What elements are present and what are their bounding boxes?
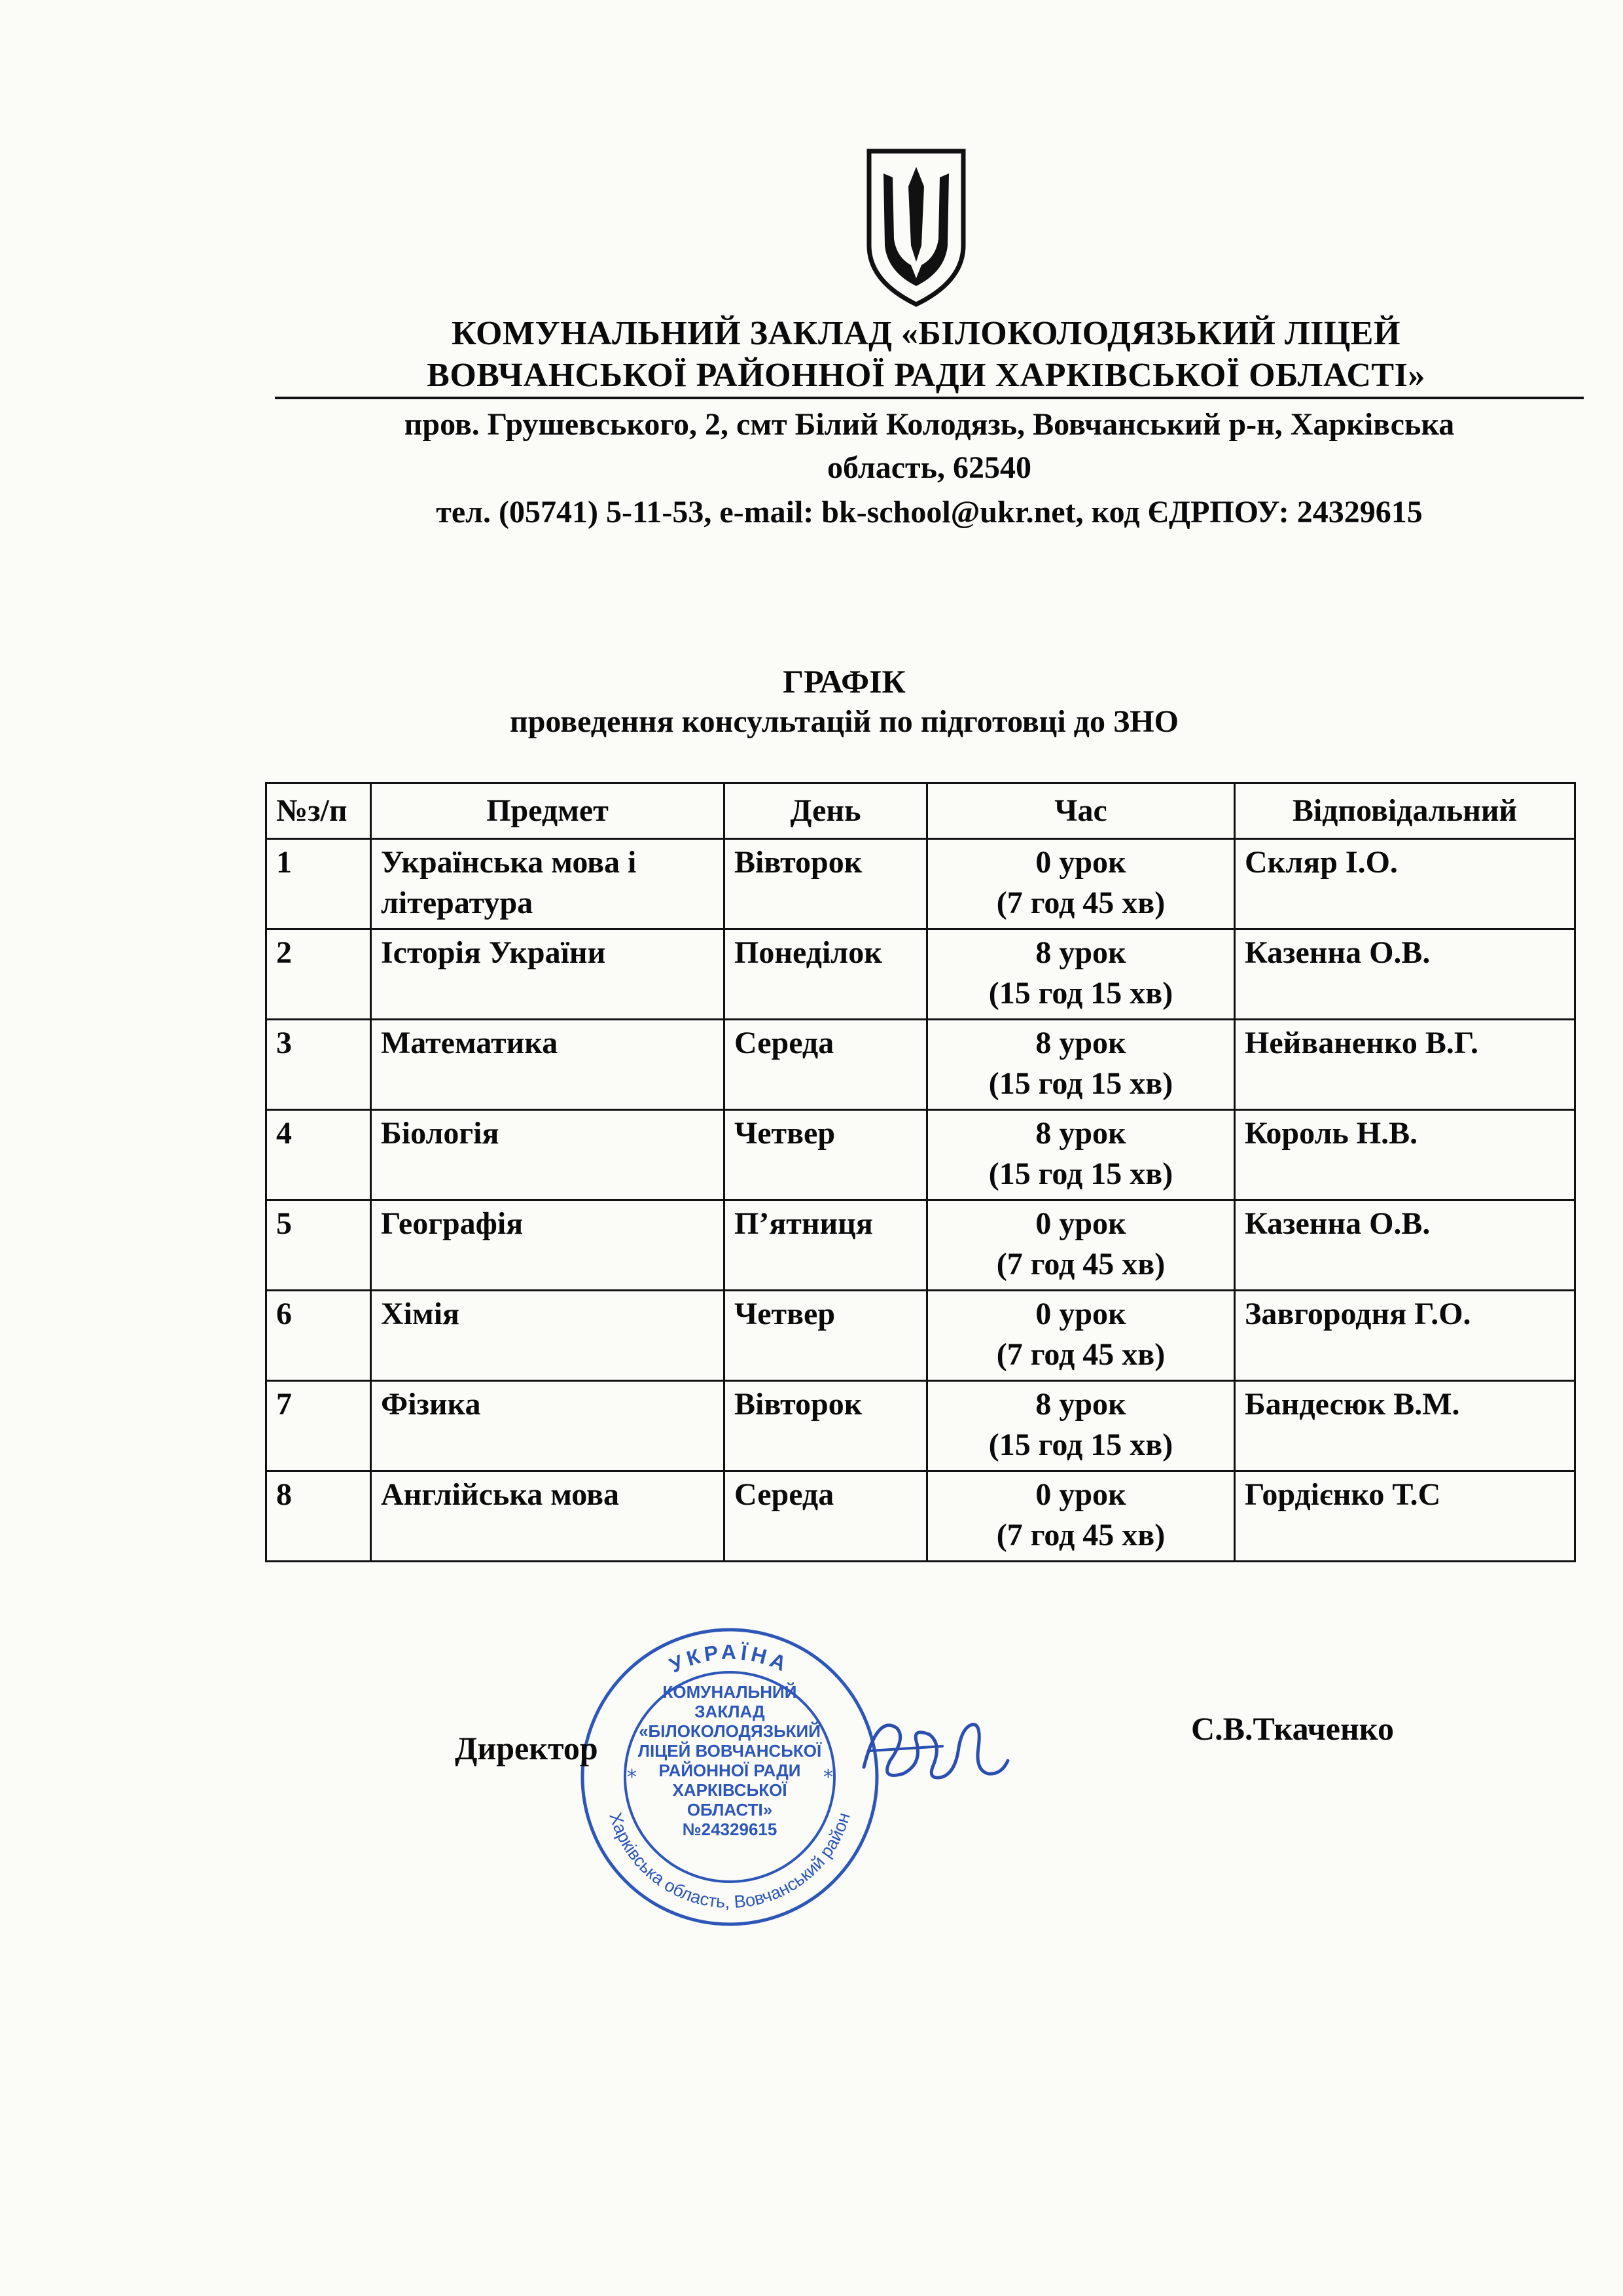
row-day: П’ятниця — [724, 1200, 927, 1291]
row-responsible: Скляр І.О. — [1235, 839, 1575, 929]
row-lesson: 8 урок — [1035, 1116, 1126, 1151]
row-clock: (7 год 45 хв) — [996, 1518, 1166, 1552]
row-day: Вівторок — [724, 1381, 927, 1471]
row-clock: (7 год 45 хв) — [996, 1337, 1166, 1372]
stamp-line: ОБЛАСТІ» — [687, 1800, 773, 1820]
row-number: 4 — [266, 1110, 371, 1200]
row-day: Середа — [724, 1471, 927, 1562]
row-lesson: 0 урок — [1035, 845, 1126, 880]
organization-address — [275, 403, 1584, 490]
row-day: Вівторок — [724, 839, 927, 929]
consultation-schedule-table — [265, 782, 1576, 1562]
row-lesson: 8 урок — [1035, 1026, 1126, 1060]
row-day: Понеділок — [724, 929, 927, 1020]
column-header-day: День — [724, 783, 927, 839]
document-subtitle: проведення консультацій по підготовці до ЗНО — [510, 704, 1179, 739]
row-responsible: Нейваненко В.Г. — [1235, 1020, 1575, 1110]
director-name: С.В.Ткаченко — [1191, 1710, 1394, 1747]
row-number: 8 — [266, 1471, 371, 1562]
row-number: 7 — [266, 1381, 371, 1471]
table-row — [266, 839, 1575, 929]
row-responsible: Король Н.В. — [1235, 1110, 1575, 1200]
column-header-time: Час — [927, 783, 1235, 839]
organization-contacts: тел. (05741) 5-11-53, e-mail: bk-school@ukr.net, код ЄДРПОУ: 24329615 — [436, 495, 1423, 529]
row-time — [927, 839, 1235, 929]
stamp-bottom-text: Харківська область, Вовчанський район — [605, 1810, 854, 1912]
stamp-line: №24329615 — [682, 1820, 777, 1839]
row-responsible: Казенна О.В. — [1235, 1200, 1575, 1291]
table-row — [266, 1110, 1575, 1200]
signature-icon — [851, 1689, 1014, 1806]
row-number: 3 — [266, 1020, 371, 1110]
table-row — [266, 1291, 1575, 1381]
row-lesson: 0 урок — [1035, 1297, 1126, 1331]
row-time — [927, 1471, 1235, 1562]
table-row — [266, 929, 1575, 1020]
row-time — [927, 1291, 1235, 1381]
stamp-line: ХАРКІВСЬКОЇ — [672, 1780, 787, 1800]
row-subject: Географія — [371, 1200, 724, 1291]
table-row — [266, 1471, 1575, 1562]
row-subject: Історія України — [371, 929, 724, 1020]
column-header-subject: Предмет — [371, 783, 724, 839]
organization-name — [275, 313, 1577, 397]
row-clock: (7 год 45 хв) — [996, 1247, 1166, 1282]
document-title: ГРАФІК — [783, 663, 906, 700]
director-label: Директор — [455, 1730, 598, 1767]
row-subject: Математика — [371, 1020, 724, 1110]
row-lesson: 0 урок — [1035, 1477, 1126, 1512]
row-clock: (7 год 45 хв) — [996, 886, 1166, 920]
stamp-top-text: УКРАЇНА — [666, 1640, 794, 1677]
table-row — [266, 1200, 1575, 1291]
row-subject: Фізика — [371, 1381, 724, 1471]
coat-of-arms-icon — [864, 147, 969, 308]
svg-text:*: * — [627, 1766, 637, 1789]
row-number: 1 — [266, 839, 371, 929]
table-row — [266, 1381, 1575, 1471]
row-subject: Англійська мова — [371, 1471, 724, 1562]
stamp-line: ЗАКЛАД — [694, 1702, 765, 1721]
row-day: Четвер — [724, 1110, 927, 1200]
organization-name-line-1: КОМУНАЛЬНИЙ ЗАКЛАД «БІЛОКОЛОДЯЗЬКИЙ ЛІЦЕЙ — [452, 315, 1400, 352]
row-time — [927, 1381, 1235, 1471]
header-divider — [275, 397, 1584, 399]
row-responsible: Казенна О.В. — [1235, 929, 1575, 1020]
row-number: 6 — [266, 1291, 371, 1381]
row-number: 2 — [266, 929, 371, 1020]
row-day: Четвер — [724, 1291, 927, 1381]
stamp-line: КОМУНАЛЬНИЙ — [662, 1682, 797, 1702]
address-line-1: пров. Грушевського, 2, смт Білий Колодязь, Вовчанський р-н, Харківська — [404, 407, 1455, 442]
row-subject: Хімія — [371, 1291, 724, 1381]
row-time — [927, 1200, 1235, 1291]
address-line-2: область, 62540 — [827, 450, 1031, 485]
stamp-line: РАЙОННОЇ РАДИ — [658, 1761, 801, 1780]
row-lesson: 8 урок — [1035, 935, 1126, 970]
stamp-center-text — [628, 1682, 831, 1839]
row-time — [927, 1020, 1235, 1110]
svg-text:*: * — [823, 1766, 833, 1789]
table-header-row — [266, 783, 1575, 839]
row-number: 5 — [266, 1200, 371, 1291]
row-lesson: 0 урок — [1035, 1206, 1126, 1241]
row-clock: (15 год 15 хв) — [988, 976, 1173, 1011]
table-row — [266, 1020, 1575, 1110]
row-day: Середа — [724, 1020, 927, 1110]
row-lesson: 8 урок — [1035, 1387, 1126, 1422]
row-time — [927, 929, 1235, 1020]
row-clock: (15 год 15 хв) — [988, 1427, 1173, 1462]
row-subject: Біологія — [371, 1110, 724, 1200]
column-header-responsible: Відповідальний — [1235, 783, 1575, 839]
row-time — [927, 1110, 1235, 1200]
column-header-number: №з/п — [266, 783, 371, 839]
stamp-line: ЛІЦЕЙ ВОВЧАНСЬКОЇ — [637, 1741, 822, 1761]
stamp-line: «БІЛОКОЛОДЯЗЬКИЙ — [639, 1721, 821, 1741]
row-clock: (15 год 15 хв) — [988, 1066, 1173, 1101]
row-subject: Українська мова і література — [371, 839, 724, 929]
row-responsible: Завгородня Г.О. — [1235, 1291, 1575, 1381]
organization-name-line-2: ВОВЧАНСЬКОЇ РАЙОННОЇ РАДИ ХАРКІВСЬКОЇ ОБЛАСТІ» — [427, 357, 1425, 394]
row-responsible: Гордієнко Т.С — [1235, 1471, 1575, 1562]
row-clock: (15 год 15 хв) — [988, 1157, 1173, 1191]
row-responsible: Бандесюк В.М. — [1235, 1381, 1575, 1471]
